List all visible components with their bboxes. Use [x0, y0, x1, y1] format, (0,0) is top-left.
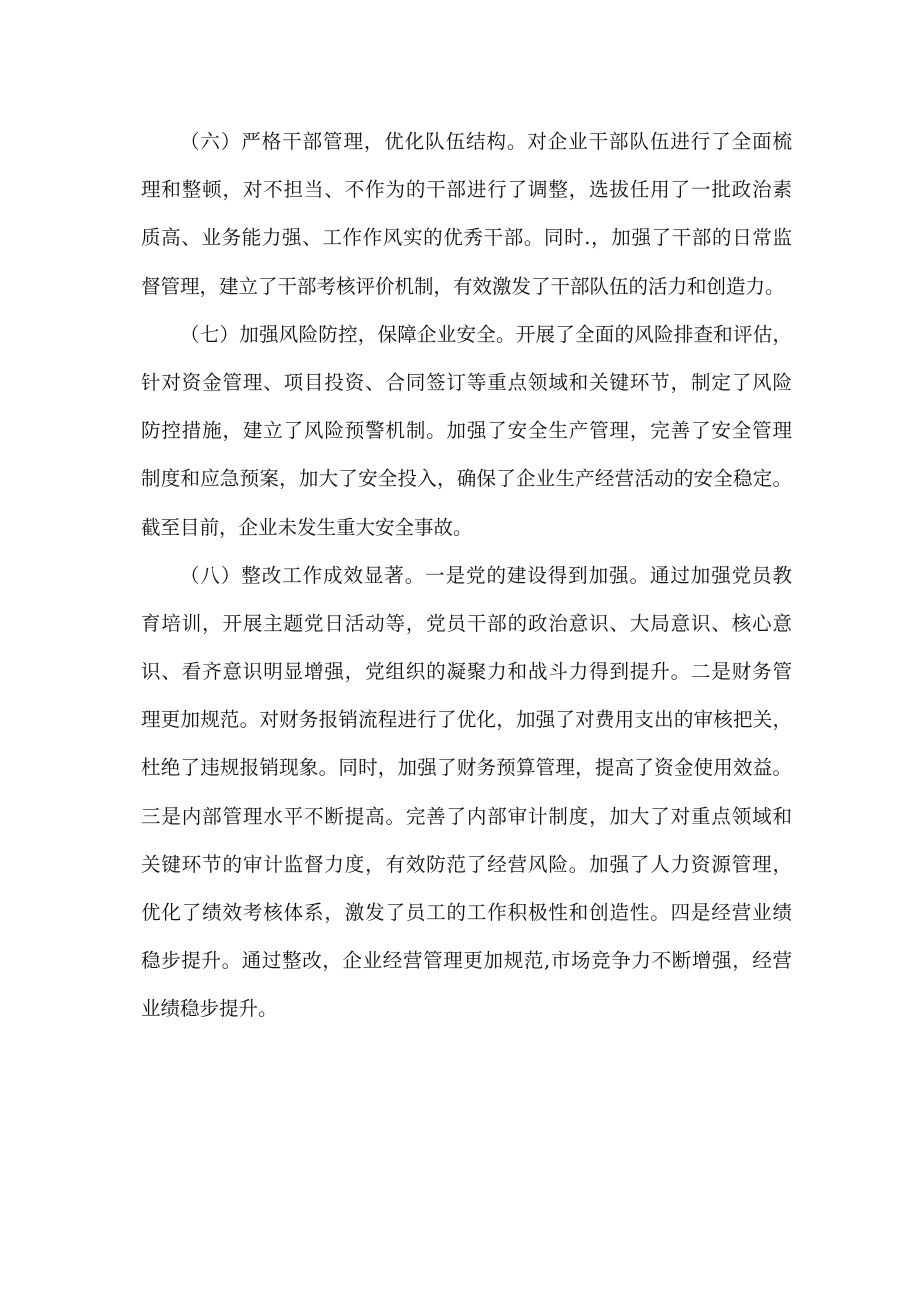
paragraph-line: 截至目前，企业未发生重大安全事故。 — [141, 515, 473, 539]
paragraph-line: 杜绝了违规报销现象。同时，加强了财务预算管理，提高了资金使用效益。 — [141, 756, 792, 780]
paragraph-line: （六）严格干部管理，优化队伍结构。对企业干部队伍进行了全面梳 — [180, 130, 792, 153]
paragraph-line: 质高、业务能力强、工作作风实的优秀干部。同时.，加强了干部的日常监 — [141, 226, 792, 250]
paragraph-six — [141, 118, 792, 311]
paragraph-line: 理和整顿，对不担当、不作为的干部进行了调整，选拔任用了一批政治素 — [141, 178, 792, 202]
paragraph-line: 三是内部管理水平不断提高。完善了内部审计制度，加大了对重点领域和 — [141, 804, 792, 828]
paragraph-line: 优化了绩效考核体系，激发了员工的工作积极性和创造性。四是经营业绩 — [141, 901, 792, 924]
paragraph-line: （八）整改工作成效显著。一是党的建设得到加强。通过加强党员教 — [180, 563, 792, 587]
paragraph-line: 业绩稳步提升。 — [141, 997, 278, 1021]
paragraph-eight — [141, 552, 792, 1034]
paragraph-line: （七）加强风险防控，保障企业安全。开展了全面的风险排查和评估， — [180, 322, 792, 346]
paragraph-line: 制度和应急预案，加大了安全投入，确保了企业生产经营活动的安全稳定。 — [141, 467, 792, 491]
paragraph-line: 识、看齐意识明显增强，党组织的凝聚力和战斗力得到提升。二是财务管 — [141, 660, 792, 684]
document-body — [141, 118, 792, 1034]
paragraph-line: 针对资金管理、项目投资、合同签订等重点领域和关键环节，制定了风险 — [141, 370, 792, 394]
paragraph-seven — [141, 311, 792, 552]
paragraph-line: 防控措施，建立了风险预警机制。加强了安全生产管理，完善了安全管理 — [141, 419, 792, 443]
paragraph-line: 关键环节的审计监督力度，有效防范了经营风险。加强了人力资源管理， — [141, 852, 792, 876]
paragraph-line: 督管理，建立了干部考核评价机制，有效激发了干部队伍的活力和创造力。 — [141, 274, 785, 298]
paragraph-line: 稳步提升。通过整改，企业经营管理更加规范,市场竞争力不断增强，经营 — [141, 949, 792, 973]
paragraph-line: 育培训，开展主题党日活动等，党员干部的政治意识、大局意识、核心意 — [141, 611, 792, 635]
paragraph-line: 理更加规范。对财务报销流程进行了优化，加强了对费用支出的审核把关， — [141, 708, 792, 732]
